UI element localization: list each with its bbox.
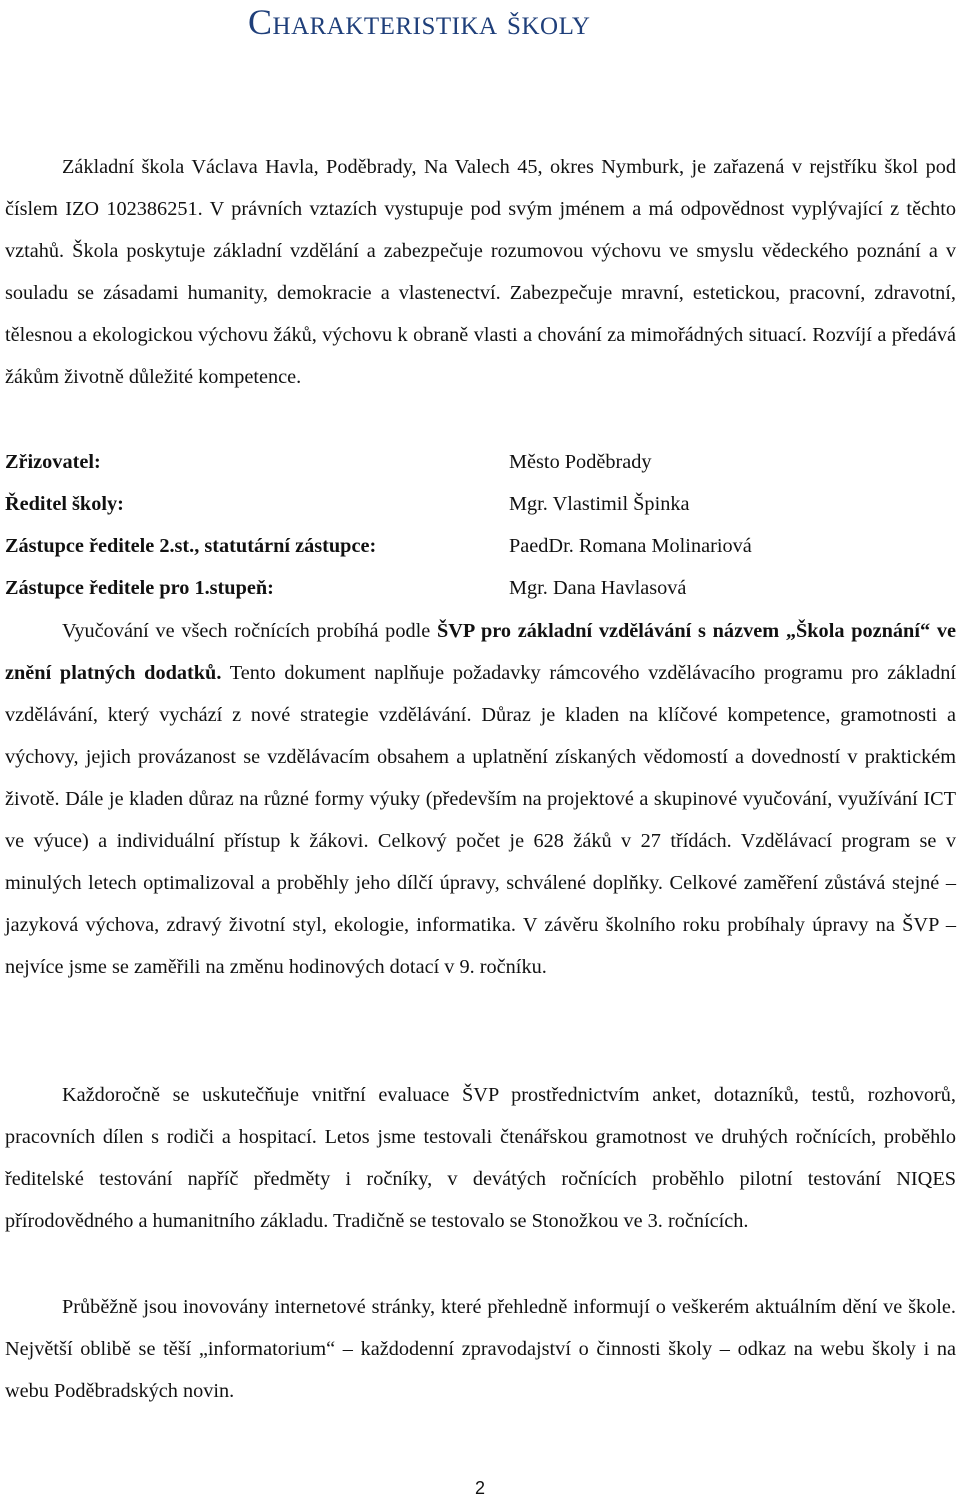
svp-bold: ŠVP pro základní vzdělávání s názvem „Škola poznání“ ve znění platných dodatků.: [5, 620, 956, 684]
svp-rest: Tento dokument naplňuje požadavky rámcového vzdělávacího programu pro základní vzdělávání, který vychází z nové strategie vzdělávání. Důraz je kladen na klíčové kompetence, gramotnosti a výchovy, jejich provázanost se vzdělávacím obsahem a uplatnění získaných vědomostí a dovedností v praktickém životě. Dále je kladen důraz na různé formy výuky (především na projektové a skupinové vyučování, využívání ICT ve výuce) a individuální přístup k žákovi. Celkový počet je 628 žáků v 27 třídách. Vzdělávací program se v minulých letech optimalizoval a proběhly jeho dílčí úpravy, schválené doplňky. Celkové zaměření zůstává stejné – jazyková výchova, zdravý životní styl, ekologie, informatika. V závěru školního roku probíhaly úpravy na ŠVP – nejvíce jsme se zaměřili na změnu hodinových dotací v 9. ročníku.: [5, 662, 956, 978]
staff-row-deputy-2: [5, 525, 956, 567]
staff-row-director: [5, 483, 956, 525]
intro-paragraph: [5, 146, 956, 398]
evaluation-text: Každoročně se uskutečňuje vnitřní evaluace ŠVP prostřednictvím anket, dotazníků, testů, rozhovorů, pracovních dílen s rodiči a hospitací. Letos jsme testovali čtenářskou gramotnost ve druhých ročnících, proběhlo ředitelské testování napříč předměty i ročníky, v devátých ročnících proběhlo pilotní testování NIQES přírodovědného a humanitního základu. Tradičně se testovalo se Stonožkou ve 3. ročnících.: [5, 1084, 956, 1232]
web-text: Průběžně jsou inovovány internetové stránky, které přehledně informují o veškerém aktuálním dění ve škole. Největší oblibě se těší „informatorium“ – každodenní zpravodajství o činnosti školy – odkaz na webu školy i na webu Poděbradských novin.: [5, 1296, 956, 1402]
page-number: 2: [474, 1478, 485, 1498]
staff-row-founder: [5, 441, 956, 483]
svp-lead: Vyučování ve všech ročnících probíhá podle: [62, 620, 437, 642]
svp-paragraph: [5, 610, 956, 988]
staff-value: Mgr. Dana Havlasová: [509, 577, 687, 599]
page-title: Charakteristika školy: [248, 2, 591, 42]
staff-row-deputy-1: [5, 567, 956, 609]
web-paragraph: [5, 1286, 956, 1412]
staff-label: Zřizovatel:: [5, 451, 101, 473]
staff-label: Zástupce ředitele pro 1.stupeň:: [5, 577, 274, 599]
staff-label: Zástupce ředitele 2.st., statutární zástupce:: [5, 535, 377, 557]
staff-value: PaedDr. Romana Molinariová: [509, 535, 752, 557]
intro-text: Základní škola Václava Havla, Poděbrady, Na Valech 45, okres Nymburk, je zařazená v rejstříku škol pod číslem IZO 102386251. V právních vztazích vystupuje pod svým jménem a má odpovědnost vyplývající z těchto vztahů. Škola poskytuje základní vzdělání a zabezpečuje rozumovou výchovu ve smyslu vědeckého poznání a v souladu se zásadami humanity, demokracie a vlastenectví. Zabezpečuje mravní, estetickou, pracovní, zdravotní, tělesnou a ekologickou výchovu žáků, výchovu k obraně vlasti a chování za mimořádných situací. Rozvíjí a předává žákům životně důležité kompetence.: [5, 156, 956, 388]
staff-value: Mgr. Vlastimil Špinka: [509, 493, 690, 515]
evaluation-paragraph: [5, 1074, 956, 1242]
staff-value: Město Poděbrady: [509, 451, 652, 473]
staff-label: Ředitel školy:: [5, 493, 124, 515]
svp-text: [5, 610, 956, 988]
